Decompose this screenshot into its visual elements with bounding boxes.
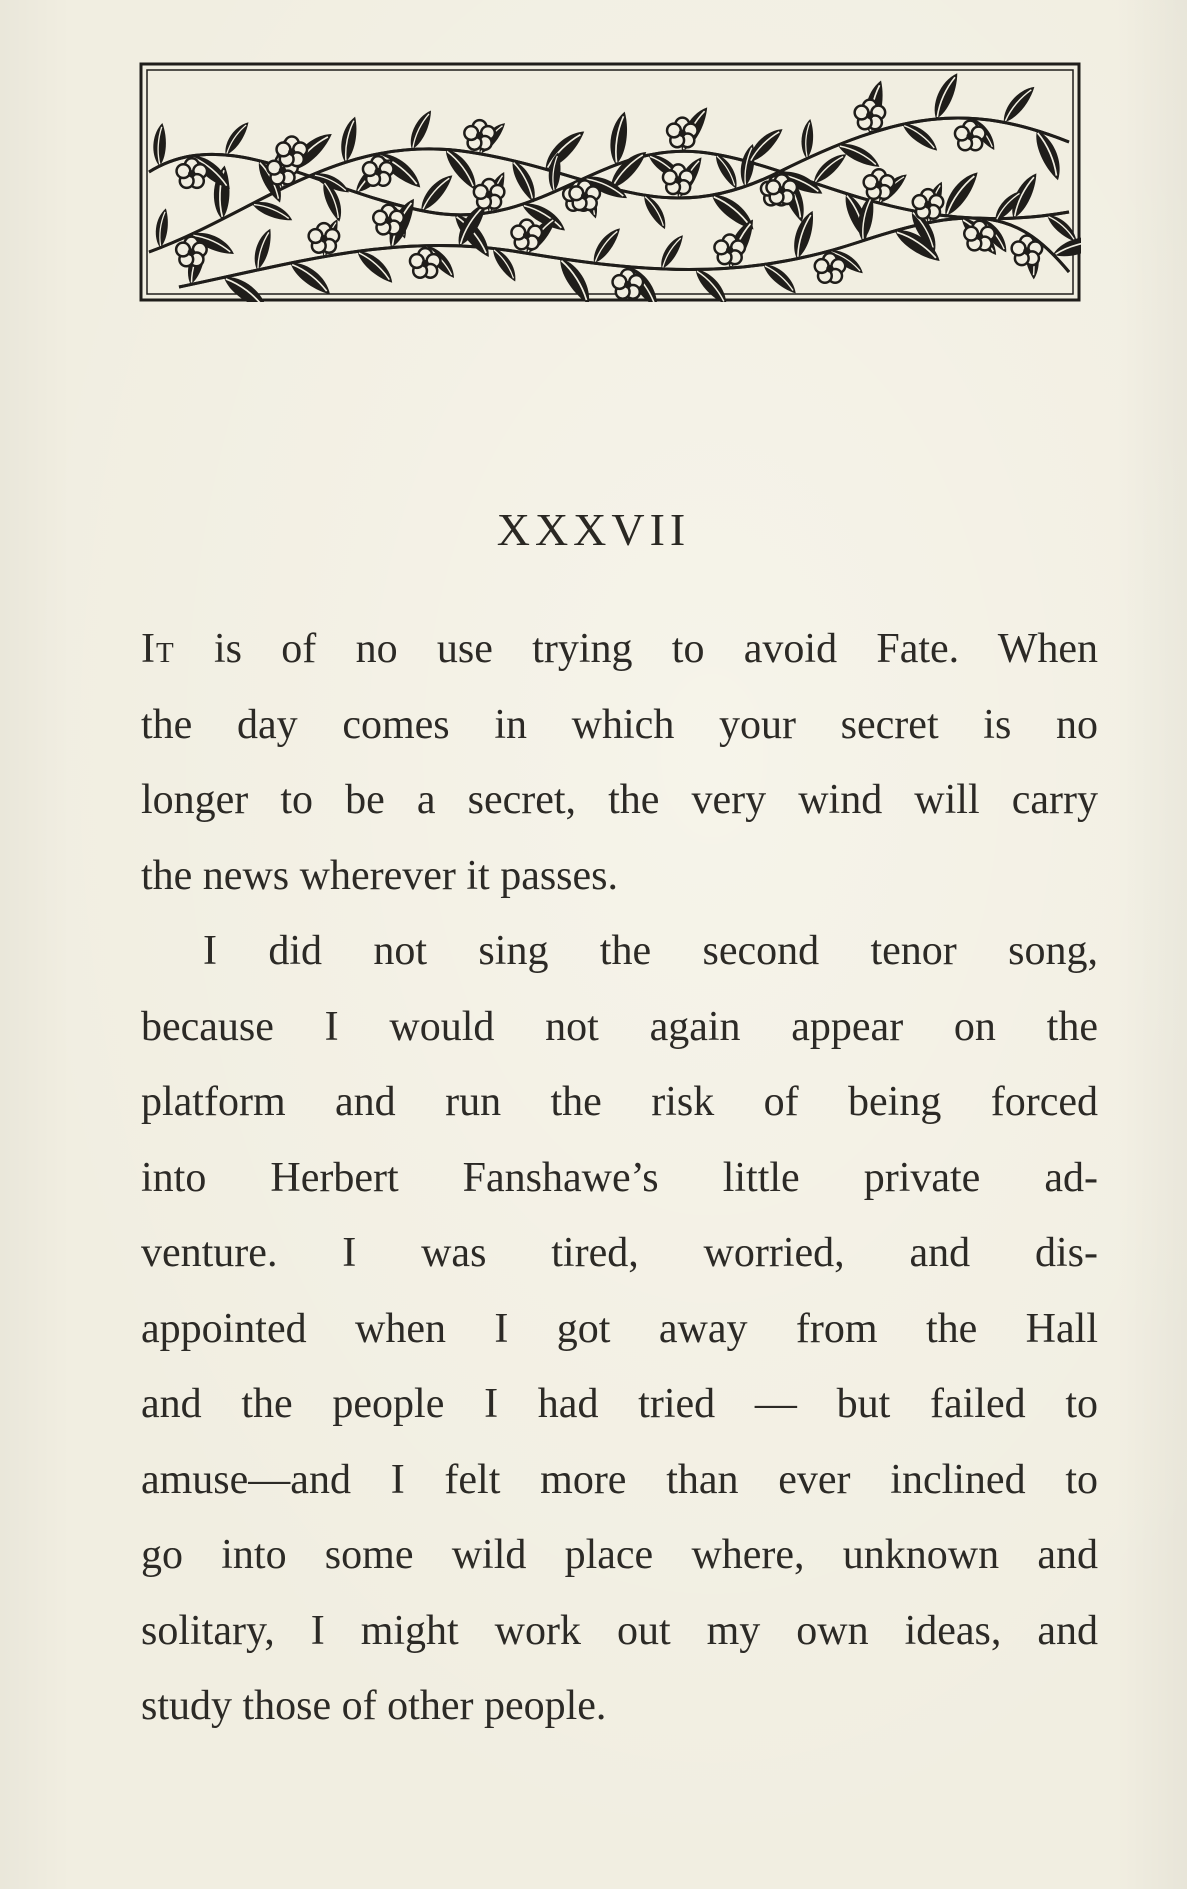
text-line: the news wherever it passes. [141, 852, 619, 899]
text-line: the day comes in which your secret is no [141, 701, 1098, 748]
text-line: solitary, I might work out my own ideas, and [141, 1607, 1098, 1654]
text-line: into Herbert Fanshawe’s little private ad- [141, 1154, 1098, 1201]
text-line: I did not sing the second tenor song, [203, 928, 1098, 974]
text-line: go into some wild place where, unknown and [141, 1532, 1098, 1578]
text-line: appointed when I got away from the Hall [141, 1305, 1098, 1352]
floral-vine-headpiece-icon [139, 62, 1081, 302]
drop-word: It [141, 626, 175, 672]
text-line: and the people I had tried — but failed to [141, 1381, 1098, 1427]
text-line: longer to be a secret, the very wind will carry [141, 777, 1098, 823]
text-line: because I would not again appear on the [141, 1003, 1098, 1050]
text-line: venture. I was tired, worried, and dis- [141, 1230, 1098, 1276]
chapter-body-text [141, 612, 1098, 1745]
text-line: platform and run the risk of being forced [141, 1079, 1098, 1125]
chapter-number-heading: XXXVII [496, 504, 691, 555]
text-line: amuse—and I felt more than ever inclined to [141, 1456, 1098, 1503]
text-line: study those of other people. [141, 1683, 607, 1729]
text-line: It is of no use trying to avoid Fate. When [141, 626, 1098, 672]
